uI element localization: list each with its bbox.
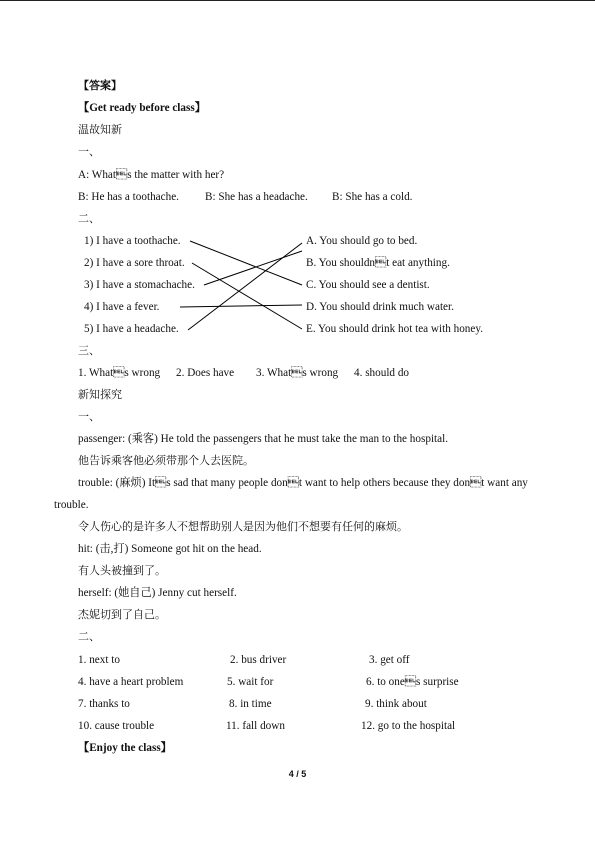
part5-label: 二、 <box>78 630 100 643</box>
vocab-trouble-translation: 令人伤心的是许多人不想帮助别人是因为他们不想要有任何的麻烦。 <box>78 520 408 533</box>
vocab-hit-translation: 有人头被撞到了。 <box>78 564 166 577</box>
phrase-item: 4. have a heart problem <box>78 676 184 688</box>
phrase-item: 6. to ones surprise <box>366 676 459 688</box>
answer-heading: 【答案】 <box>78 79 122 92</box>
match-right-item: B. You shouldnt eat anything. <box>306 257 450 269</box>
part1-answer: B: She has a cold. <box>332 191 413 203</box>
part3-label: 三、 <box>78 344 100 357</box>
review-label: 温故知新 <box>78 123 122 136</box>
phrase-item: 2. bus driver <box>230 654 287 666</box>
vocab-herself: herself: (她自己) Jenny cut herself. <box>78 587 237 599</box>
match-left-item: 5) I have a headache. <box>84 323 179 335</box>
phrase-item: 12. go to the hospital <box>361 720 456 732</box>
part1-question: A: Whats the matter with her? <box>78 169 225 181</box>
vocab-hit: hit: (击,打) Someone got hit on the head. <box>78 543 262 555</box>
part3-answer: 3. Whats wrong <box>256 367 339 379</box>
phrase-item: 5. wait for <box>227 676 274 688</box>
phrase-item: 10. cause trouble <box>78 720 155 732</box>
part3-answer: 4. should do <box>354 367 410 379</box>
section-heading-get-ready: 【Get ready before class】 <box>78 102 206 114</box>
match-line <box>190 241 302 285</box>
part2-label: 二、 <box>78 212 100 225</box>
part3-answer: 1. Whats wrong <box>78 367 161 379</box>
match-right-item: C. You should see a dentist. <box>306 279 430 291</box>
vocab-trouble: trouble: (麻烦) Its sad that many people dont want to help others because they dont want any <box>78 477 528 489</box>
phrase-item: 8. in time <box>229 698 272 710</box>
match-line <box>188 243 302 330</box>
match-right-item: A. You should go to bed. <box>306 235 418 247</box>
part1-label: 一、 <box>78 145 100 158</box>
phrase-item: 9. think about <box>365 698 427 710</box>
vocab-trouble-continued: trouble. <box>54 499 89 511</box>
page-number: 4 / 5 <box>288 769 307 779</box>
match-right-item: E. You should drink hot tea with honey. <box>306 323 484 335</box>
phrase-item: 7. thanks to <box>78 698 130 710</box>
part3-answer: 2. Does have <box>176 367 235 379</box>
vocab-passenger-translation: 他告诉乘客他必须带那个人去医院。 <box>78 454 254 467</box>
section-heading-enjoy-class: 【Enjoy the class】 <box>78 742 172 754</box>
part4-label: 一、 <box>78 410 100 423</box>
phrase-item: 11. fall down <box>226 720 285 732</box>
match-left-item: 3) I have a stomachache. <box>84 279 195 291</box>
vocab-herself-translation: 杰妮切到了自己。 <box>78 608 166 621</box>
part1-answer: B: He has a toothache. <box>78 191 179 203</box>
match-line <box>180 305 302 307</box>
match-left-item: 4) I have a fever. <box>84 301 160 313</box>
match-left-item: 1) I have a toothache. <box>84 235 181 247</box>
vocab-passenger: passenger: (乘客) He told the passengers that he must take the man to the hospital. <box>78 433 449 445</box>
match-line <box>192 263 302 329</box>
explore-label: 新知探究 <box>78 388 122 401</box>
match-right-item: D. You should drink much water. <box>306 301 454 313</box>
part1-answer: B: She has a headache. <box>205 191 308 203</box>
match-left-item: 2) I have a sore throat. <box>84 257 185 269</box>
phrase-item: 1. next to <box>78 654 120 666</box>
phrase-item: 3. get off <box>369 654 410 666</box>
